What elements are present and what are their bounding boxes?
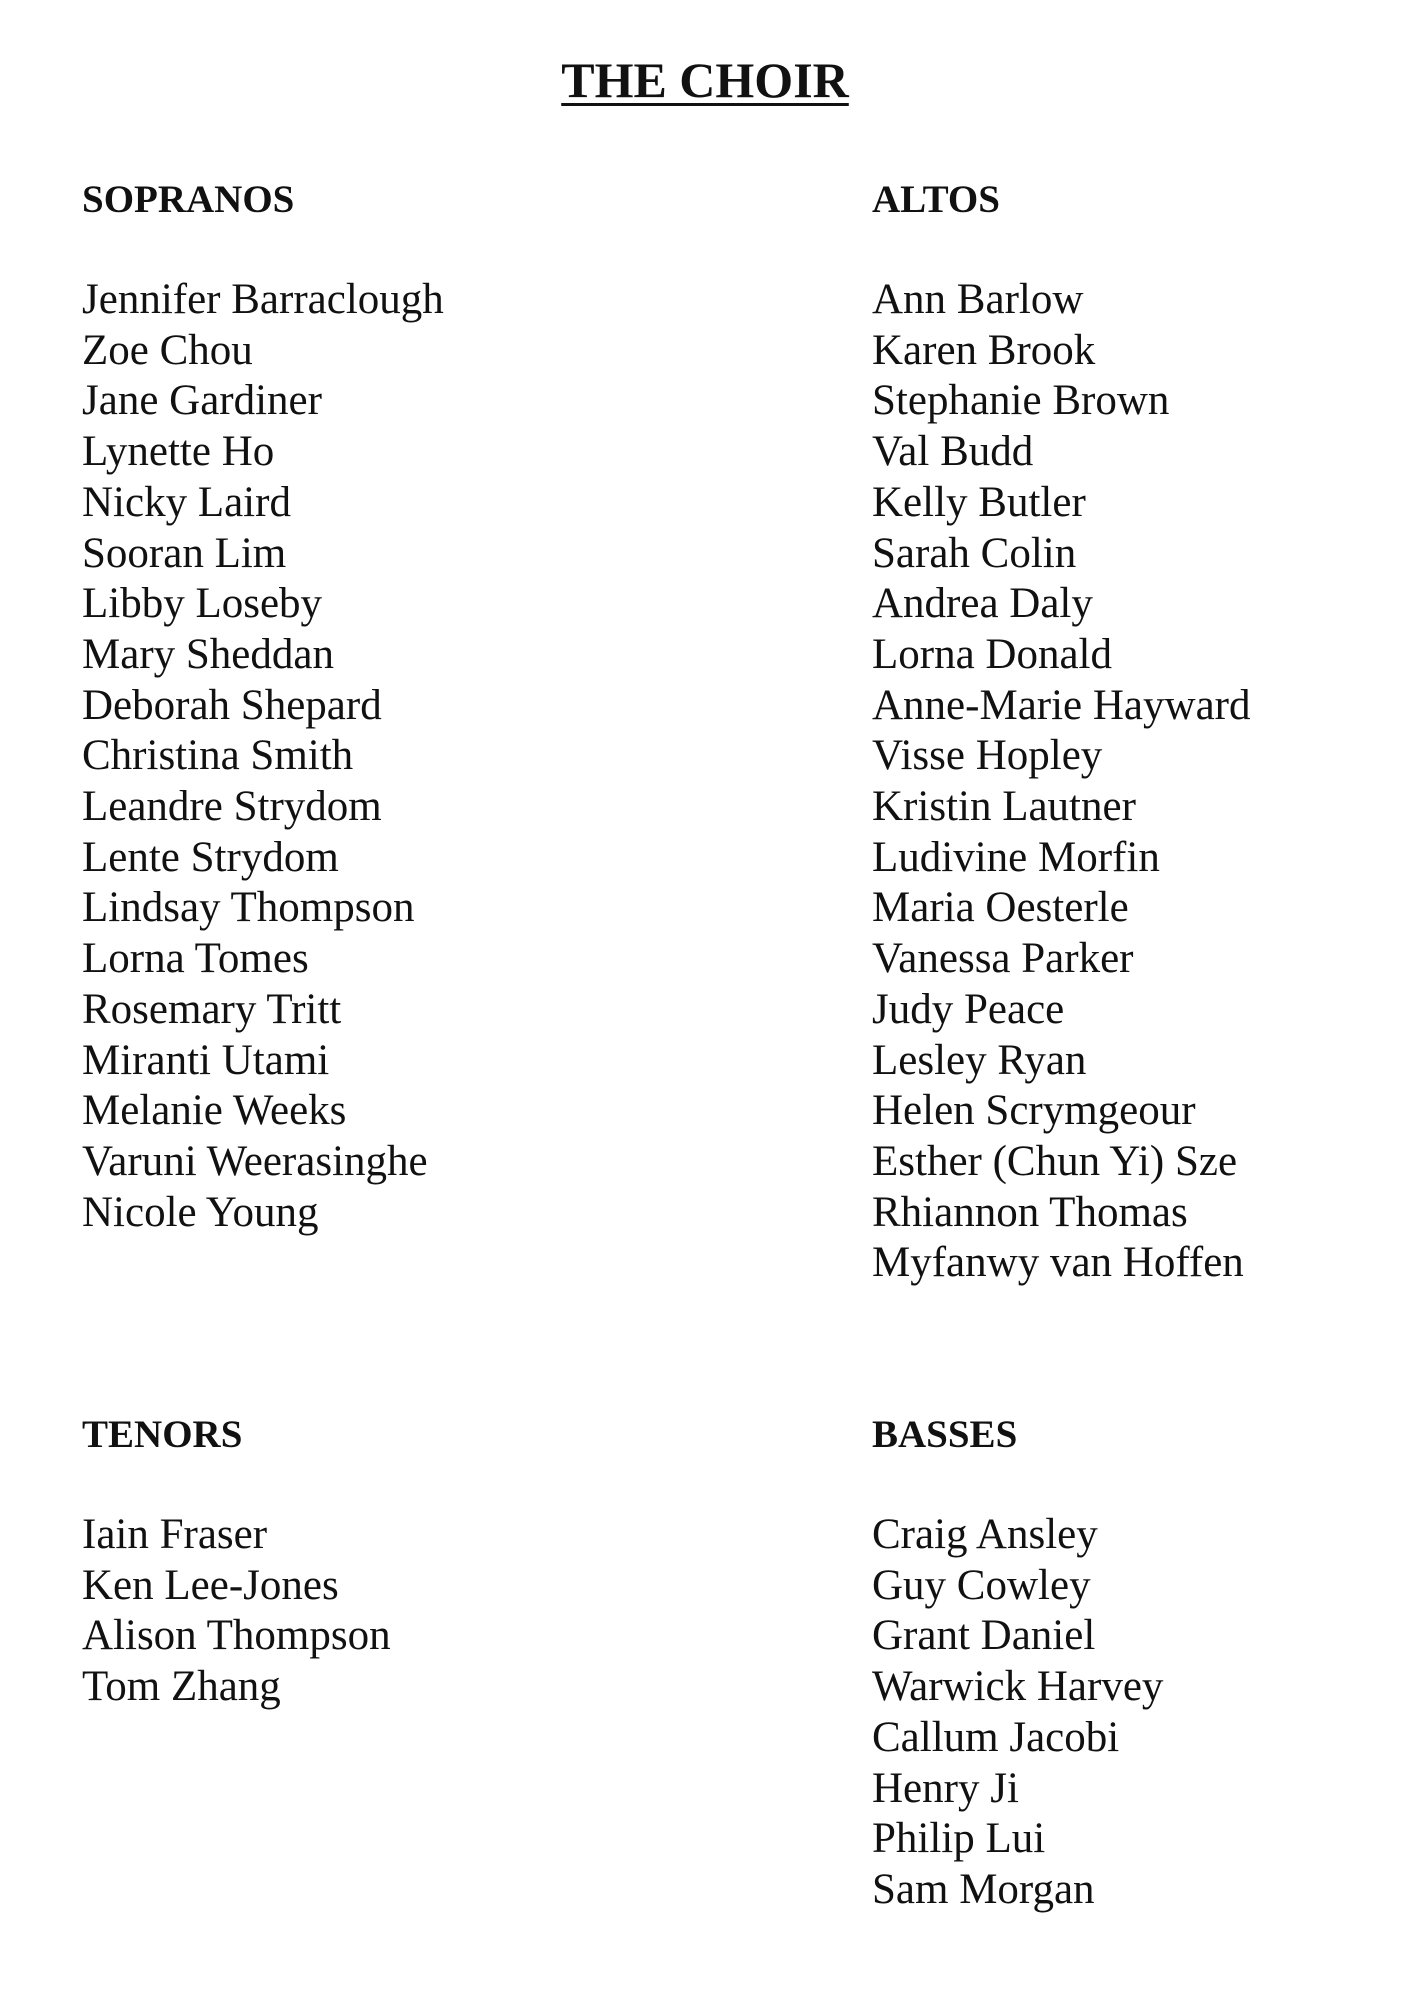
member-name: Callum Jacobi [872,1713,1120,1761]
member-name: Nicky Laird [82,478,291,526]
member-name: Judy Peace [872,985,1065,1033]
member-name: Miranti Utami [82,1036,330,1084]
member-name: Lente Strydom [82,833,339,881]
member-name: Varuni Weerasinghe [82,1137,428,1185]
member-name: Myfanwy van Hoffen [872,1239,1244,1287]
member-name: Nicole Young [82,1188,319,1236]
member-name: Melanie Weeks [82,1087,347,1135]
sopranos-list [82,275,702,1238]
member-name: Maria Oesterle [872,884,1129,932]
member-name: Libby Loseby [82,580,323,628]
member-name: Vanessa Parker [872,935,1134,983]
member-name: Henry Ji [872,1764,1019,1812]
member-name: Ann Barlow [872,276,1084,323]
page-title: THE CHOIR [561,52,849,108]
member-name: Ludivine Morfin [872,833,1160,881]
member-name: Lorna Tomes [82,935,309,983]
member-name: Zoe Chou [82,326,253,374]
member-name: Lorna Donald [872,630,1113,678]
sopranos-section [82,175,702,1238]
member-name: Helen Scrymgeour [872,1087,1196,1135]
member-name: Deborah Shepard [82,681,382,729]
member-name: Tom Zhang [82,1663,281,1711]
basses-heading: BASSES [872,1413,1018,1456]
altos-section [872,175,1410,1289]
member-name: Mary Sheddan [82,630,334,678]
member-name: Kelly Butler [872,478,1086,526]
basses-section [872,1410,1410,1916]
member-name: Grant Daniel [872,1612,1096,1660]
member-name: Jennifer Barraclough [82,276,444,323]
member-name: Alison Thompson [82,1612,391,1660]
tenors-heading: TENORS [82,1413,243,1456]
member-name: Christina Smith [82,732,354,780]
tenors-section [82,1410,702,1713]
member-name: Sooran Lim [82,529,287,577]
member-name: Warwick Harvey [872,1663,1164,1711]
member-name: Lesley Ryan [872,1036,1087,1084]
altos-list [872,275,1410,1289]
member-name: Kristin Lautner [872,783,1136,831]
member-name: Val Budd [872,428,1034,476]
member-name: Guy Cowley [872,1561,1091,1609]
member-name: Lindsay Thompson [82,884,415,932]
member-name: Anne-Marie Hayward [872,681,1251,729]
sopranos-heading: SOPRANOS [82,178,295,221]
altos-heading: ALTOS [872,178,1000,221]
member-name: Ken Lee-Jones [82,1561,339,1609]
member-name: Rhiannon Thomas [872,1188,1188,1236]
member-name: Sarah Colin [872,529,1077,577]
member-name: Visse Hopley [872,732,1103,780]
member-name: Sam Morgan [872,1865,1095,1913]
member-name: Rosemary Tritt [82,985,342,1033]
member-name: Philip Lui [872,1815,1046,1863]
member-name: Esther (Chun Yi) Sze [872,1137,1238,1185]
member-name: Craig Ansley [872,1511,1098,1558]
member-name: Jane Gardiner [82,377,322,425]
member-name: Andrea Daly [872,580,1093,628]
member-name: Iain Fraser [82,1511,268,1558]
basses-list [872,1510,1410,1916]
member-name: Stephanie Brown [872,377,1170,425]
tenors-list [82,1510,702,1713]
member-name: Leandre Strydom [82,783,382,831]
member-name: Karen Brook [872,326,1096,374]
member-name: Lynette Ho [82,428,275,476]
